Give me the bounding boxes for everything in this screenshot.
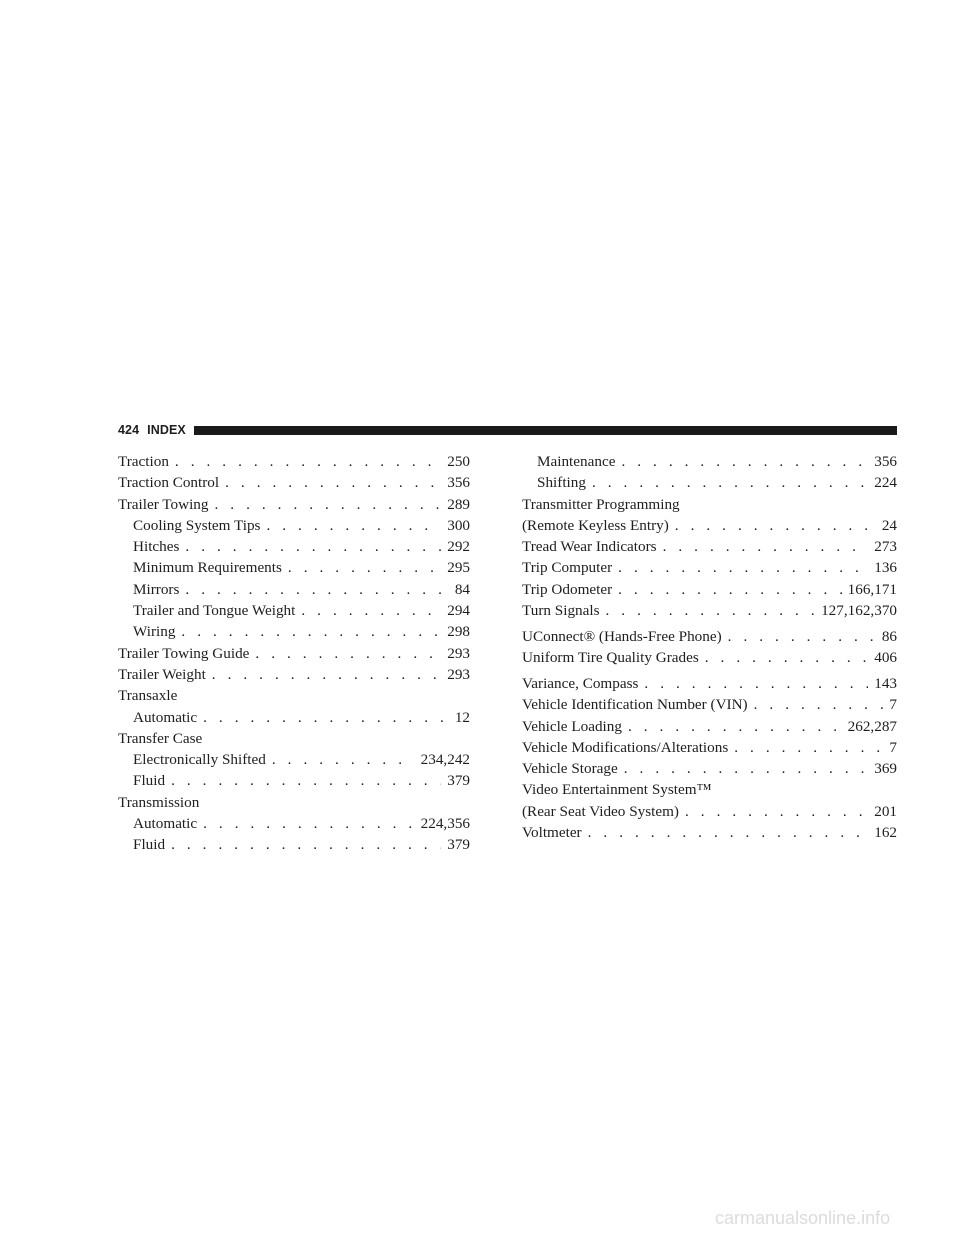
index-entry-page: 298 [447, 623, 470, 641]
index-entry-page: 24 [881, 516, 897, 534]
dot-leader [628, 716, 842, 737]
index-entry [118, 600, 470, 621]
index-entry-label: Trailer and Tongue Weight [133, 602, 296, 620]
index-entry-label: Traction [118, 453, 169, 470]
index-entry-label: Uniform Tire Quality Grades [522, 649, 699, 667]
index-entry-page: 356 [447, 474, 470, 492]
index-entry [522, 494, 897, 515]
index-entry [118, 792, 470, 813]
index-entry-page: 127,162,370 [821, 602, 897, 620]
index-entry [118, 749, 470, 770]
index-entry-label: Voltmeter [522, 824, 582, 842]
index-entry-label: Hitches [133, 538, 180, 556]
index-entry-page: 295 [447, 559, 470, 577]
index-entry [522, 822, 897, 843]
index-entry-label: Turn Signals [522, 602, 600, 620]
index-entry [522, 737, 897, 758]
index-entry-label: (Remote Keyless Entry) [522, 516, 669, 534]
index-entry-page: 293 [447, 644, 470, 662]
index-entry-page: 224,356 [420, 815, 470, 833]
dot-leader [171, 834, 441, 855]
index-entry-page: 7 [889, 696, 897, 714]
dot-leader [255, 643, 441, 664]
index-entry-label: Traction Control [118, 474, 220, 492]
index-entry [522, 626, 897, 647]
dot-leader [185, 536, 441, 557]
index-entry [118, 579, 470, 600]
index-entry [118, 494, 470, 515]
dot-leader [624, 758, 868, 779]
index-entry [118, 813, 470, 834]
index-entry-label: Transmitter Programming [522, 495, 680, 513]
index-entry [522, 451, 897, 472]
index-entry-label: Maintenance [537, 453, 616, 470]
index-entry [118, 515, 470, 536]
section-title: INDEX [147, 423, 186, 437]
dot-leader [185, 579, 448, 600]
index-entry-page: 7 [889, 738, 897, 756]
index-entry-label: Vehicle Loading [522, 717, 622, 735]
dot-leader [728, 626, 876, 647]
index-entry [118, 664, 470, 685]
index-entry-label: Trailer Weight [118, 665, 206, 683]
index-entry-page: 300 [447, 516, 470, 534]
index-entry [118, 536, 470, 557]
index-entry-label: Electronically Shifted [133, 751, 266, 769]
index-entry-label: Trailer Towing Guide [118, 644, 250, 662]
dot-leader [618, 579, 842, 600]
index-entry [522, 557, 897, 578]
index-entry-page: 379 [447, 836, 470, 854]
dot-leader [675, 515, 876, 536]
index-entry [522, 673, 897, 694]
index-entry-label: Trip Computer [522, 559, 613, 577]
index-entry-label: Automatic [133, 708, 198, 726]
index-entry-page: 289 [447, 495, 470, 513]
index-entry-page: 292 [447, 538, 470, 556]
index-entry [118, 621, 470, 642]
index-entry-label: Vehicle Storage [522, 760, 618, 778]
dot-leader [203, 707, 449, 728]
dot-leader [175, 451, 441, 472]
dot-leader [171, 770, 441, 791]
index-entry [522, 515, 897, 536]
index-entry [118, 728, 470, 749]
index-entry [522, 472, 897, 493]
index-entry-label: Transmission [118, 793, 200, 811]
index-entry [118, 643, 470, 664]
index-entry-label: Trailer Towing [118, 495, 209, 513]
index-entry-page: 250 [447, 453, 470, 470]
index-entry-page: 273 [874, 538, 897, 556]
index-entry-label: (Rear Seat Video System) [522, 802, 679, 820]
index-entry-label: Video Entertainment System™ [522, 781, 712, 799]
index-entry-label: Vehicle Modifications/Alterations [522, 738, 729, 756]
index-entry-page: 143 [874, 674, 897, 692]
index-entry-page: 166,171 [847, 580, 897, 598]
index-entry-page: 262,287 [847, 717, 897, 735]
page-number: 424 [118, 423, 140, 437]
index-entry-label: Mirrors [133, 580, 180, 598]
index-entry [118, 472, 470, 493]
index-entry-label: Wiring [133, 623, 176, 641]
index-column-left [118, 451, 470, 856]
dot-leader [621, 451, 868, 472]
index-entry-label: Transaxle [118, 687, 178, 705]
index-entry [522, 716, 897, 737]
dot-leader [212, 664, 441, 685]
index-entry-label: UConnect® (Hands-Free Phone) [522, 627, 722, 645]
index-entry-label: Minimum Requirements [133, 559, 282, 577]
index-entry-page: 294 [447, 602, 470, 620]
dot-leader [225, 472, 441, 493]
index-entry-page: 12 [454, 708, 470, 726]
index-entry [522, 694, 897, 715]
index-entry [522, 801, 897, 822]
index-entry-page: 234,242 [420, 751, 470, 769]
index-entry [522, 647, 897, 668]
dot-leader [592, 472, 868, 493]
dot-leader [644, 673, 868, 694]
index-entry-label: Fluid [133, 772, 166, 790]
dot-leader [606, 600, 816, 621]
header-rule [194, 426, 897, 435]
index-entry [118, 451, 470, 472]
index-entry [522, 600, 897, 621]
index-entry-label: Automatic [133, 815, 198, 833]
index-entry [118, 685, 470, 706]
index-entry-page: 136 [874, 559, 897, 577]
index-column-right [522, 451, 897, 843]
dot-leader [663, 536, 869, 557]
index-entry-label: Vehicle Identification Number (VIN) [522, 696, 748, 714]
index-entry-page: 406 [874, 649, 897, 667]
index-entry-label: Tread Wear Indicators [522, 538, 657, 556]
dot-leader [203, 813, 415, 834]
index-entry-page: 379 [447, 772, 470, 790]
index-entry-label: Cooling System Tips [133, 516, 261, 534]
index-entry-label: Transfer Case [118, 729, 203, 747]
dot-leader [215, 494, 442, 515]
index-entry-page: 224 [874, 474, 897, 492]
dot-leader [588, 822, 869, 843]
index-entry-page: 86 [881, 627, 897, 645]
dot-leader [754, 694, 884, 715]
index-entry [522, 579, 897, 600]
dot-leader [685, 801, 868, 822]
dot-leader [301, 600, 441, 621]
index-entry [522, 779, 897, 800]
page-header [118, 420, 897, 440]
dot-leader [266, 515, 441, 536]
dot-leader [618, 557, 868, 578]
index-entry-page: 162 [874, 824, 897, 842]
dot-leader [288, 557, 441, 578]
dot-leader [181, 621, 441, 642]
index-entry-page: 369 [874, 760, 897, 778]
dot-leader [734, 737, 883, 758]
index-entry-page: 201 [874, 802, 897, 820]
index-entry [118, 834, 470, 855]
index-entry [118, 770, 470, 791]
index-entry [522, 536, 897, 557]
index-entry-page: 293 [447, 665, 470, 683]
index-entry-label: Variance, Compass [522, 674, 639, 692]
dot-leader [705, 647, 868, 668]
index-entry-page: 84 [454, 580, 470, 598]
index-entry [522, 758, 897, 779]
index-entry [118, 707, 470, 728]
index-entry-label: Shifting [537, 474, 586, 492]
watermark: carmanualsonline.info [715, 1208, 891, 1228]
index-entry [118, 557, 470, 578]
index-entry-page: 356 [874, 453, 897, 470]
index-entry-label: Trip Odometer [522, 580, 613, 598]
index-entry-label: Fluid [133, 836, 166, 854]
dot-leader [272, 749, 415, 770]
